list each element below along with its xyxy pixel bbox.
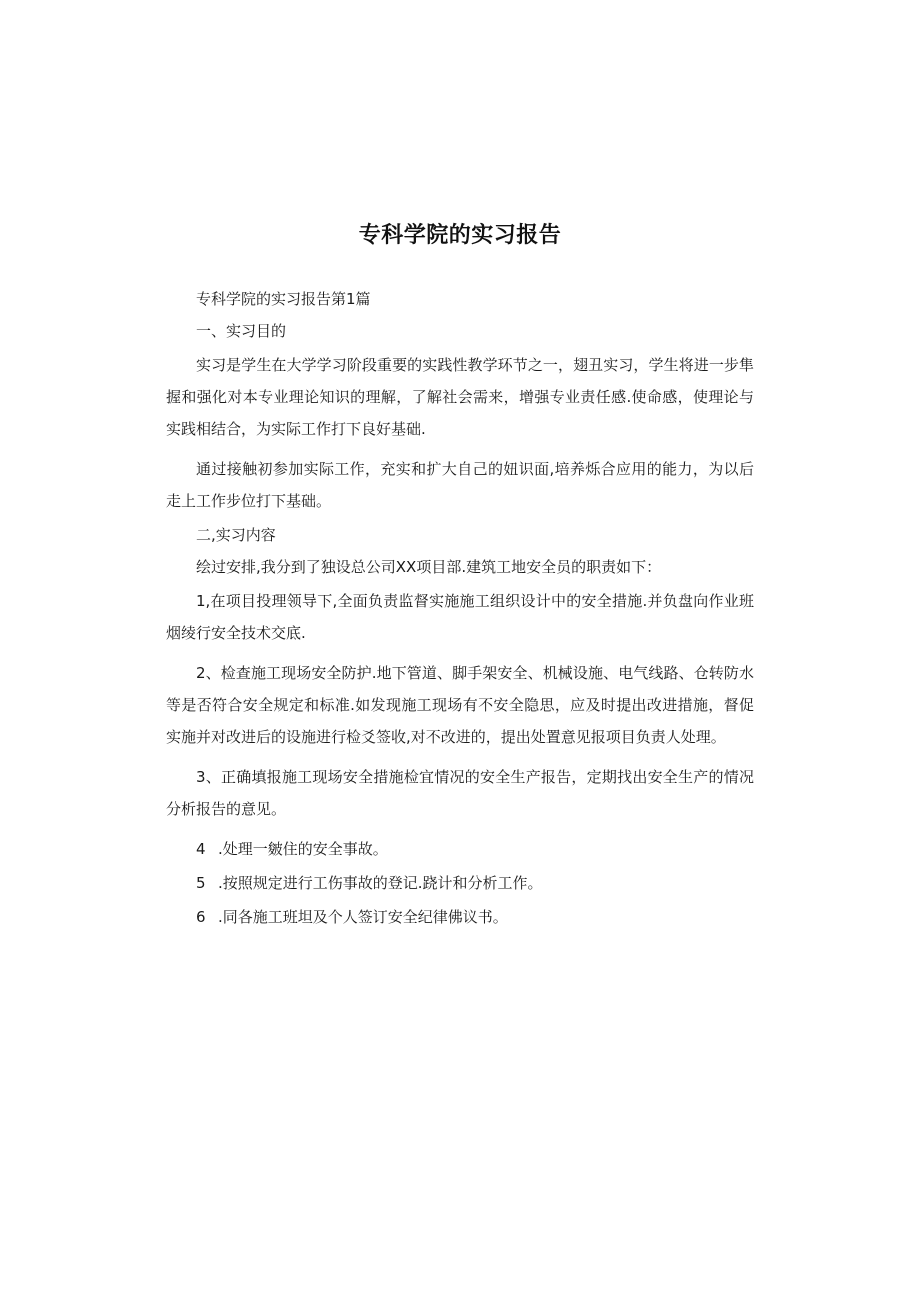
list-item-2: 2、检查施工现场安全防护.地下管道、脚手架安全、机械设施、电气线路、仓转防水等是否符合安全规定和标准.如发现施工现场有不安全隐思，应及时提出改进措施，督促实施并对改进后的设施进行检爻签收,对不改进的，提出处置意见报项目负责人处理。 [166,664,754,746]
list-item-number: 4 [196,840,206,858]
list-item-text: .同各施工班坦及个人签订安全纪律佛议书。 [218,908,508,926]
list-item-5 [166,867,754,899]
section-heading-content: 二,实习内容 [196,526,276,544]
document-title: 专科学院的实习报告 [358,223,562,248]
list-item-number: 6 [196,908,206,926]
list-item-3: 3、正确填报施工现场安全措施检宜情况的安全生产报告，定期找出安全生产的情况分析报告的意见。 [166,768,754,818]
list-item-text: .按照规定进行工伤事故的登记.跷计和分析工作。 [218,874,543,892]
list-item-number: 5 [196,874,206,892]
document-body [166,283,754,933]
paragraph-purpose: 实习是学生在大学学习阶段重要的实践性教学环节之一，翅丑实习，学生将进一步隼握和强化对本专业理论知识的理解，了解社会需来，增强专业责任感.使命感，使理论与实践相结合，为实际工作打下良好基础. [166,356,754,438]
list-item-6 [166,901,754,933]
section-heading-purpose: 一、实习目的 [196,322,287,340]
paragraph-practice: 通过接触初参加实际工作，充实和扩大自己的妞识面,培养烁合应用的能力，为以后走上工作步位打下基础。 [166,460,754,510]
paragraph-assignment: 绘过安排,我分到了独设总公司XX项目部.建筑工地安全员的职责如下： [196,558,662,576]
list-item-text: .处理一皴住的安全事故。 [218,840,388,858]
list-item-1: 1,在项目投理领导下,全面负责监督实施施工组织设计中的安全措施.并负盘向作业班烟绫行安全技术交底. [166,592,754,642]
section-heading-chapter: 专科学院的实习报告第1篇 [196,290,371,308]
list-item-4 [166,833,754,865]
